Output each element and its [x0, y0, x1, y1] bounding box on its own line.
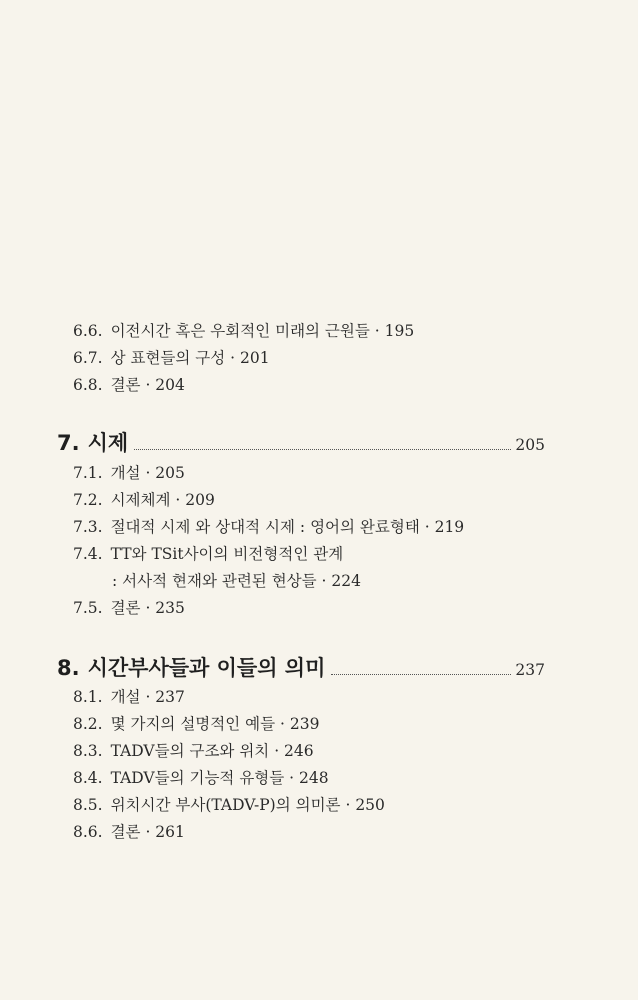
toc-entry-8-5 [73, 795, 385, 815]
section-number: 8.3. [73, 742, 103, 760]
section-number: 8.5. [73, 796, 103, 814]
section-title: 개설 · 205 [110, 464, 185, 482]
chapter-number: 8. [57, 656, 80, 680]
toc-entry-6-7 [73, 348, 270, 368]
section-number: 6.7. [73, 349, 103, 367]
toc-entry-7-4 [73, 544, 343, 564]
toc-entry-7-2 [73, 490, 215, 510]
toc-entry-8-2 [73, 714, 319, 734]
toc-entry-7-3 [73, 517, 464, 537]
section-number: 8.2. [73, 715, 103, 733]
section-title: TT와 TSit사이의 비전형적인 관계 [110, 545, 344, 563]
chapter-heading-7 [57, 427, 545, 457]
chapter-number: 7. [57, 431, 80, 455]
section-title: TADV들의 구조와 위치 · 246 [110, 742, 314, 760]
section-title: 결론 · 204 [110, 376, 185, 394]
dot-leader [331, 674, 511, 675]
section-title: 시제체계 · 209 [110, 491, 215, 509]
section-title: 개설 · 237 [110, 688, 185, 706]
section-title: : 서사적 현재와 관련된 현상들 · 224 [112, 572, 361, 590]
toc-entry-7-5 [73, 598, 185, 618]
section-title: 이전시간 혹은 우회적인 미래의 근원들 · 195 [110, 322, 415, 340]
toc-entry-7-4-continuation [112, 571, 361, 591]
toc-entry-8-4 [73, 768, 329, 788]
toc-entry-8-3 [73, 741, 314, 761]
section-title: 절대적 시제 와 상대적 시제 : 영어의 완료형태 · 219 [110, 518, 465, 536]
section-number: 7.2. [73, 491, 103, 509]
section-number: 8.1. [73, 688, 103, 706]
section-number: 8.4. [73, 769, 103, 787]
section-number: 6.6. [73, 322, 103, 340]
section-title: 결론 · 235 [110, 599, 185, 617]
section-number: 7.5. [73, 599, 103, 617]
section-title: 위치시간 부사(TADV-P)의 의미론 · 250 [110, 796, 385, 814]
section-number: 7.3. [73, 518, 103, 536]
chapter-title: 시제 [87, 431, 129, 455]
chapter-page-number: 205 [515, 436, 545, 454]
section-number: 8.6. [73, 823, 103, 841]
section-title: TADV들의 기능적 유형들 · 248 [110, 769, 329, 787]
section-number: 6.8. [73, 376, 103, 394]
section-number: 7.1. [73, 464, 103, 482]
section-title: 몇 가지의 설명적인 예들 · 239 [110, 715, 320, 733]
section-number: 7.4. [73, 545, 103, 563]
toc-entry-6-8 [73, 375, 185, 395]
section-title: 상 표현들의 구성 · 201 [110, 349, 270, 367]
dot-leader [134, 449, 511, 450]
toc-entry-8-1 [73, 687, 185, 707]
section-title: 결론 · 261 [110, 823, 185, 841]
toc-entry-8-6 [73, 822, 185, 842]
chapter-page-number: 237 [515, 661, 545, 679]
toc-entry-6-6 [73, 321, 414, 341]
chapter-title: 시간부사들과 이들의 의미 [87, 656, 326, 680]
chapter-heading-8 [57, 652, 545, 682]
toc-entry-7-1 [73, 463, 185, 483]
